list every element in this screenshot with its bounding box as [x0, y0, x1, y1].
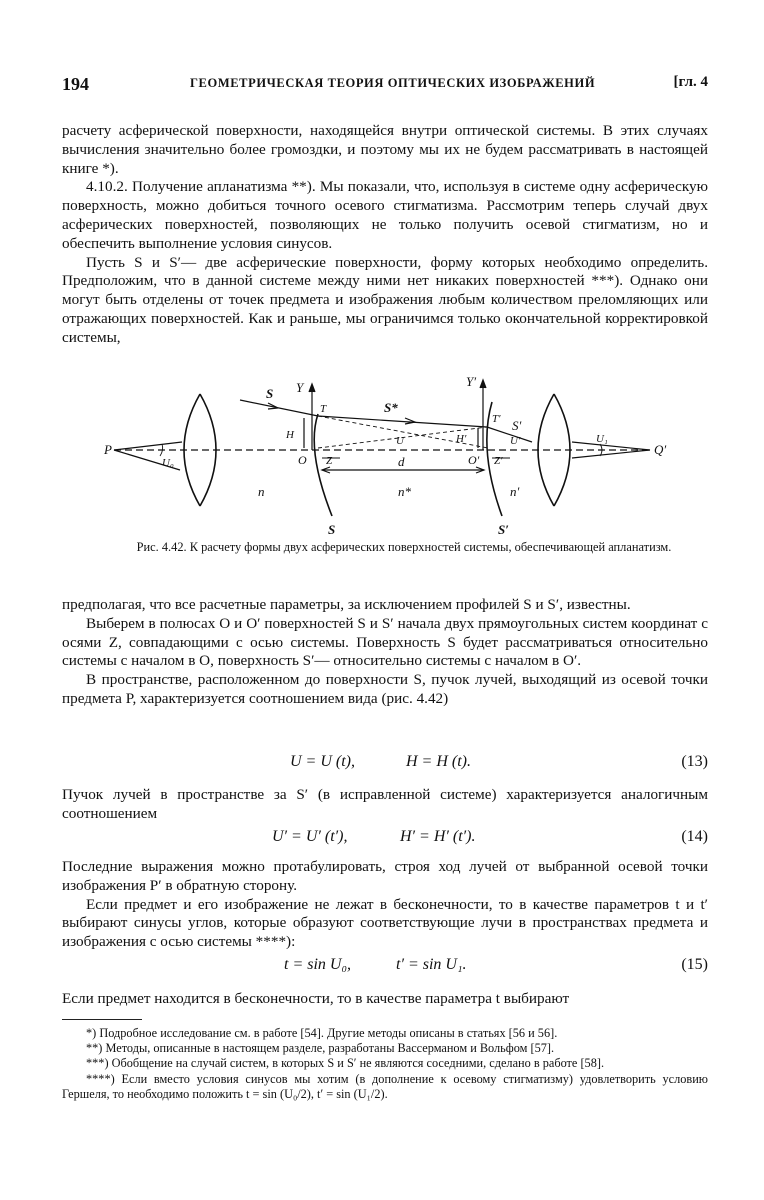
- label-U1: U₁: [596, 433, 608, 445]
- label-Z-prime: Z′: [494, 455, 503, 467]
- label-S-prime-surface: S′: [498, 522, 509, 537]
- lens-left: [184, 394, 216, 506]
- label-S-prime-ray: S′: [512, 418, 522, 433]
- equation-number-15: (15): [681, 956, 708, 973]
- formula-13: [62, 753, 708, 777]
- running-title: ГЕОМЕТРИЧЕСКАЯ ТЕОРИЯ ОПТИЧЕСКИХ ИЗОБРАЖЕНИЙ: [190, 76, 596, 90]
- paragraph: Последние выражения можно протабулировать, строя ход лучей от выбранной осевой точки изображения P′ в обратную сторону.: [62, 858, 708, 894]
- body-text-bottom: [62, 596, 708, 709]
- label-S-ray: S: [266, 386, 274, 401]
- label-n: n: [258, 484, 265, 499]
- ray-Q-lower: [572, 450, 650, 458]
- body-text-top: [62, 122, 708, 348]
- label-U: U: [396, 435, 404, 447]
- paragraph: Если предмет и его изображение не лежат в бесконечности, то в качестве параметров t и t′ выбирают синусы углов, которые образуют соответствующие лучи в пространствах предмета и изображения с осью системы ****):: [62, 895, 708, 951]
- formula-15-right: t′ = sin U₁.: [396, 956, 467, 973]
- paragraph-after-13: Пучок лучей в пространстве за S′ (в исправленной системе) характеризуется аналогичным соотношением: [62, 786, 708, 822]
- label-H: H: [286, 429, 294, 441]
- paragraphs-after-14: [62, 858, 708, 952]
- formula-15: [62, 956, 708, 980]
- footnote-rule: [62, 1019, 142, 1020]
- label-T: T: [320, 403, 327, 415]
- equation-number-13: (13): [681, 753, 708, 770]
- paragraph: Пусть S и S′— две асферические поверхности, форму которых необходимо определить. Предположим, что в данной системе между ними нет никаких поверхностей ***). Однако они могут быть отделены от точек предмета и изображения любым количеством преломляющих или отражающих поверхностей. Как и раньше, мы ограничимся только окончательной корректировкой системы,: [62, 253, 708, 346]
- label-P: P: [104, 442, 112, 457]
- section-paragraph: 4.10.2. Получение апланатизма **). Мы показали, что, используя в системе одну асферическую поверхность, можно добиться точного осевого стигматизма. Рассмотрим теперь случай двух асферических поверхностей, позволяющих не только получить осевой стигматизм, но и обеспечить выполнение условия синусов.: [62, 178, 708, 252]
- footnote: **) Методы, описанные в настоящем разделе, разработаны Вассерманом и Вольфом [57].: [86, 1041, 555, 1056]
- label-S-surface: S: [328, 522, 336, 537]
- label-Y-prime: Y′: [466, 374, 477, 389]
- label-n-prime: n′: [510, 484, 520, 499]
- label-U-prime: U′: [510, 435, 521, 447]
- equation-number-14: (14): [681, 828, 708, 845]
- label-U0: U₀: [162, 457, 174, 469]
- label-T-prime: T′: [492, 413, 501, 425]
- ray-Q-upper: [572, 442, 650, 450]
- label-H-prime: H′: [456, 433, 467, 445]
- label-Q: Q′: [654, 442, 667, 457]
- paragraph: В пространстве, расположенном до поверхности S, пучок лучей, выходящий из осевой точки предмета P, характеризуется соотношением вида (рис. 4.42): [62, 671, 708, 707]
- ray-P-upper: [114, 442, 182, 450]
- footnote: *) Подробное исследование см. в работе [54]. Другие методы описаны в статьях [56 и 56].: [86, 1026, 558, 1040]
- label-O-prime: O′: [468, 453, 480, 467]
- formula-14-left: U′ = U′ (t′),: [272, 828, 348, 845]
- label-n-star: n*: [398, 484, 411, 499]
- page-number: 194: [62, 74, 89, 94]
- label-O: O: [298, 453, 307, 467]
- label-d: d: [398, 454, 405, 469]
- chapter-marker: [гл. 4: [673, 74, 708, 90]
- formula-14-right: H′ = H′ (t′).: [400, 828, 476, 845]
- figure-caption: Рис. 4.42. К расчету формы двух асферических поверхностей системы, обеспечивающей апланатизм.: [136, 540, 672, 554]
- paragraph: Выберем в полюсах O и O′ поверхностей S и S′ начала двух прямоугольных систем координат с осями Z, совпадающими с осью системы. Поверхность S будет рассматриваться относительно системы с началом в O, поверхность S′— относительно системы с началом в O′.: [62, 614, 708, 670]
- formula-15-left: t = sin U₀,: [284, 956, 352, 973]
- label-Y: Y: [296, 380, 304, 395]
- paragraph: предполагая, что все расчетные параметры, за исключением профилей S и S′, известны.: [62, 596, 631, 613]
- label-Z: Z: [326, 455, 333, 467]
- footnote: ****) Если вместо условия синусов мы хотим (в дополнение к осевому стигматизму) удовлетворить условию Гершеля, то необходимо положить t = sin (U₀/2), t′ = sin (U₁/2).: [62, 1071, 708, 1101]
- paragraph: расчету асферической поверхности, находящейся внутри оптической системы. В этих случаях вычисления значительно более громоздки, и поэтому мы их не будем рассматривать в настоящей книге *).: [62, 122, 708, 177]
- label-S-star: S*: [384, 400, 398, 415]
- figure-4-42: [100, 372, 680, 540]
- ray-S-star: [318, 416, 487, 427]
- footnote: ***) Обобщение на случай систем, в которых S и S′ не являются соседними, сделано в работе [58].: [86, 1056, 605, 1071]
- formula-14: [62, 828, 708, 852]
- running-header: [62, 74, 708, 96]
- formula-13-right: H = H (t).: [406, 753, 472, 770]
- last-line: Если предмет находится в бесконечности, то в качестве параметра t выбирают: [62, 990, 570, 1007]
- footnotes: [62, 1026, 708, 1102]
- formula-13-left: U = U (t),: [290, 753, 356, 770]
